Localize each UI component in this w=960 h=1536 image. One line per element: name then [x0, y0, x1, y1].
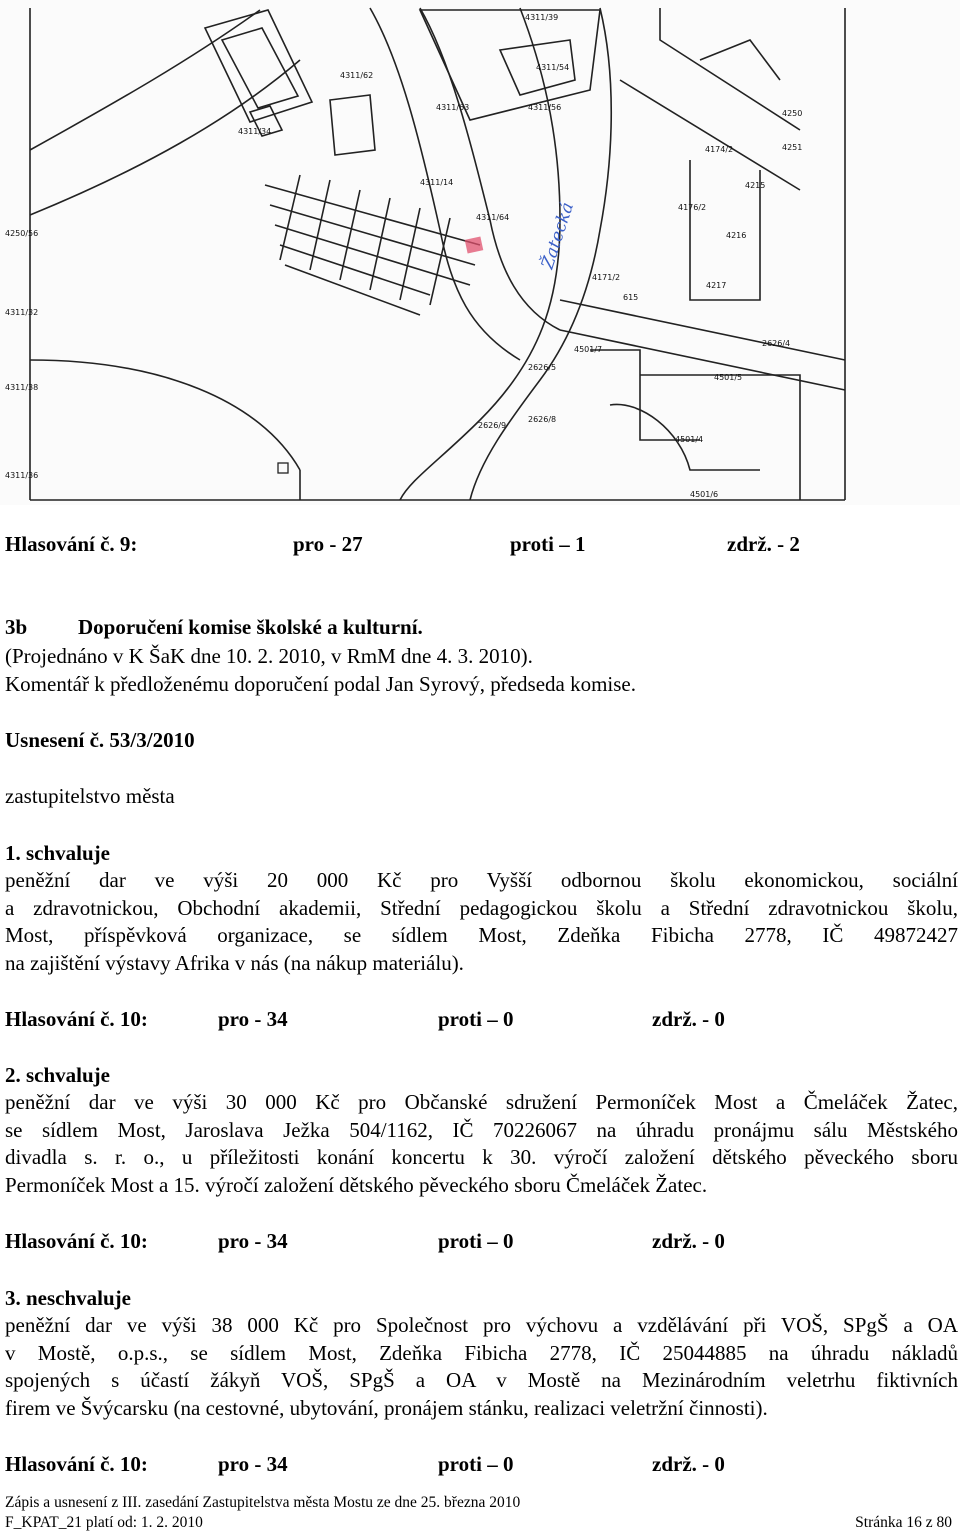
map-label: 4501/4 — [675, 435, 704, 444]
item-paragraph-line: divadla s. r. o., u příležitosti konání koncertu k 30. výročí založení dětského pěveckého sboru — [5, 1145, 958, 1169]
item-paragraph-line: peněžní dar ve výši 38 000 Kč pro Společnost pro výchovu a vzdělávání při VOŠ, SPgŠ a OA — [5, 1313, 958, 1337]
map-label: 2626/5 — [528, 363, 557, 372]
item-paragraph-line: Most, příspěvková organizace, se sídlem Most, Zdeňka Fibicha 2778, IČ 49872427 — [5, 923, 958, 947]
map-label: 4176/2 — [678, 203, 707, 212]
map-drawing — [0, 0, 960, 505]
item-heading: 3. neschvaluje — [5, 1286, 131, 1310]
map-label: 4501/7 — [574, 345, 603, 354]
map-label: 2626/9 — [478, 421, 507, 430]
map-label: 4311/32 — [5, 308, 39, 317]
map-label: 4215 — [745, 181, 766, 190]
vote-proti: proti – 0 — [438, 1229, 514, 1253]
map-label: 4311/64 — [476, 213, 510, 222]
projednano-line: (Projednáno v K ŠaK dne 10. 2. 2010, v RmM dne 4. 3. 2010). — [5, 644, 533, 668]
vote-proti: proti – 0 — [438, 1007, 514, 1031]
map-label: 4501/5 — [714, 373, 743, 382]
map-label: 4311/14 — [420, 178, 454, 187]
vote-zdrz: zdrž. - 0 — [652, 1229, 725, 1253]
section-title: Doporučení komise školské a kulturní. — [78, 615, 423, 639]
item-paragraph-line: Permoníček Most a 15. výročí založení dětského pěveckého sboru Čmeláček Žatec. — [5, 1173, 708, 1197]
map-label: 4311/63 — [436, 103, 470, 112]
section-number: 3b — [5, 615, 28, 639]
item-paragraph-line: spojených s účastí žákyň VOŠ, SPgŠ a OA v Mostě na Mezinárodním veletrhu fiktivních — [5, 1368, 958, 1392]
map-label: 4311/34 — [238, 127, 272, 136]
vote-pro: pro - 34 — [218, 1229, 288, 1253]
item-paragraph-line: firem ve Švýcarsku (na cestovné, ubytování, pronájem stánku, realizaci veletržní činnosti). — [5, 1396, 768, 1420]
map-label: 4501/6 — [690, 490, 719, 499]
map-label: 4217 — [706, 281, 727, 290]
item-paragraph-line: a zdravotnickou, Obchodní akademii, Střední pedagogickou školu a Střední zdravotnickou školu, — [5, 896, 958, 920]
map-label: 4311/56 — [528, 103, 562, 112]
item-heading: 1. schvaluje — [5, 841, 110, 865]
usneseni-heading: Usnesení č. 53/3/2010 — [5, 728, 195, 752]
map-label: 4311/39 — [525, 13, 559, 22]
item-heading: 2. schvaluje — [5, 1063, 110, 1087]
vote-label: Hlasování č. 9: — [5, 532, 138, 556]
vote-label: Hlasování č. 10: — [5, 1229, 148, 1253]
footer-form-id: F_KPAT_21 platí od: 1. 2. 2010 — [5, 1514, 203, 1531]
vote-pro: pro - 34 — [218, 1007, 288, 1031]
map-label: 4311/54 — [536, 63, 570, 72]
footer-title: Zápis a usnesení z III. zasedání Zastupitelstva města Mostu ze dne 25. března 2010 — [5, 1494, 521, 1511]
vote-zdrz: zdrž. - 0 — [652, 1452, 725, 1476]
map-label: 4311/38 — [5, 383, 39, 392]
item-paragraph-line: peněžní dar ve výši 20 000 Kč pro Vyšší odbornou školu ekonomickou, sociální — [5, 868, 958, 892]
map-label: 2626/8 — [528, 415, 557, 424]
cadastral-map — [0, 0, 960, 505]
map-label: 4250/56 — [5, 229, 39, 238]
zastupitelstvo-line: zastupitelstvo města — [5, 784, 175, 808]
map-label: 2626/4 — [762, 339, 791, 348]
map-label: 4251 — [782, 143, 803, 152]
item-paragraph-line: peněžní dar ve výši 30 000 Kč pro Občanské sdružení Permoníček Most a Čmeláček Žatec, — [5, 1090, 958, 1114]
vote-pro: pro - 34 — [218, 1452, 288, 1476]
item-paragraph-line: na zajištění výstavy Afrika v nás (na nákup materiálu). — [5, 951, 464, 975]
vote-proti: proti – 1 — [510, 532, 586, 556]
map-label: 4250 — [782, 109, 803, 118]
item-paragraph-line: v Mostě, o.p.s., se sídlem Most, Zdeňka Fibicha 2778, IČ 25044885 na úhradu nákladů — [5, 1341, 958, 1365]
map-label: 4171/2 — [592, 273, 621, 282]
map-label: 4174/2 — [705, 145, 734, 154]
komentar-line: Komentář k předloženému doporučení podal Jan Syrový, předseda komise. — [5, 672, 636, 696]
map-label: 4311/36 — [5, 471, 39, 480]
vote-zdrz: zdrž. - 0 — [652, 1007, 725, 1031]
map-label: 4216 — [726, 231, 747, 240]
vote-label: Hlasování č. 10: — [5, 1007, 148, 1031]
map-label: 4311/62 — [340, 71, 374, 80]
vote-zdrz: zdrž. - 2 — [727, 532, 800, 556]
vote-label: Hlasování č. 10: — [5, 1452, 148, 1476]
vote-pro: pro - 27 — [293, 532, 363, 556]
vote-proti: proti – 0 — [438, 1452, 514, 1476]
footer-page-number: Stránka 16 z 80 — [855, 1514, 952, 1531]
map-annotation: Žatecká — [537, 199, 579, 272]
map-label: 615 — [623, 293, 639, 302]
item-paragraph-line: se sídlem Most, Jaroslava Ježka 504/1162, IČ 70226067 na úhradu pronájmu sálu Městského — [5, 1118, 958, 1142]
